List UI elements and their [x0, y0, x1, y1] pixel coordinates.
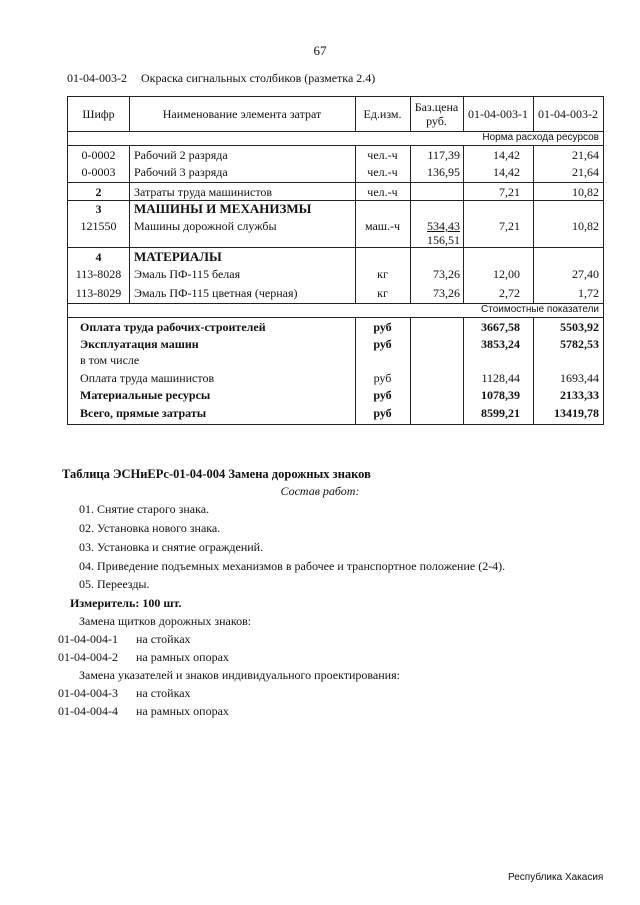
- row-price: 117,39: [427, 148, 460, 162]
- header-price-line1: Баз.цена: [414, 100, 459, 114]
- row-name: Рабочий 3 разряда: [134, 165, 228, 179]
- section-title: МАШИНЫ И МЕХАНИЗМЫ: [134, 201, 312, 216]
- total-name: Оплата труда машинистов: [80, 371, 215, 385]
- work-item: 03. Установка и снятие ограждений.: [79, 540, 264, 554]
- work-item: 01. Снятие старого знака.: [79, 502, 210, 516]
- row-price: 73,26: [433, 267, 460, 281]
- total-value-1: 1078,39: [481, 388, 520, 402]
- row-code: 0-0003: [81, 165, 116, 179]
- item-code: 01-04-004-3: [58, 686, 118, 700]
- total-name: Всего, прямые затраты: [80, 406, 207, 420]
- item-code: 01-04-004-2: [58, 650, 118, 664]
- item-text: на стойках: [136, 632, 191, 646]
- row-value-1: 12,00: [493, 267, 520, 281]
- row-value-2: 21,64: [572, 165, 599, 179]
- item-code: 01-04-004-1: [58, 632, 118, 646]
- row-name: Эмаль ПФ-115 белая: [134, 267, 241, 281]
- item-text: на рамных опорах: [136, 650, 229, 664]
- row-value-1: 14,42: [493, 165, 520, 179]
- item-code: 01-04-004-4: [58, 704, 118, 718]
- header-price-line2: руб.: [426, 114, 447, 128]
- section-title: МАТЕРИАЛЫ: [134, 249, 222, 264]
- header-unit: Ед.изм.: [363, 107, 402, 121]
- item-text: на рамных опорах: [136, 704, 229, 718]
- header-name: Наименование элемента затрат: [162, 107, 322, 121]
- total-value-2: 1693,44: [560, 371, 599, 385]
- group-title: Замена щитков дорожных знаков:: [79, 614, 252, 628]
- total-name: Оплата труда рабочих-строителей: [80, 320, 266, 334]
- row-code: 113-8029: [75, 286, 122, 300]
- row-name: Машины дорожной службы: [134, 219, 277, 233]
- row-value-1: 7,21: [499, 219, 520, 233]
- total-unit: руб: [373, 320, 392, 334]
- meter-label: Измеритель: 100 шт.: [70, 596, 182, 610]
- total-value-1: 3667,58: [481, 320, 520, 334]
- row-value-2: 21,64: [572, 148, 599, 162]
- total-value-1: 3853,24: [481, 337, 520, 351]
- works-title: Состав работ:: [280, 484, 360, 498]
- row-value-2: 1,72: [578, 286, 599, 300]
- work-item: 05. Переезды.: [79, 577, 150, 591]
- row-name: Эмаль ПФ-115 цветная (черная): [134, 286, 298, 300]
- section-number: 4: [95, 250, 102, 264]
- header-col2: 01-04-003-2: [538, 107, 598, 121]
- header-col1: 01-04-003-1: [468, 107, 528, 121]
- section-number: 3: [95, 202, 102, 216]
- row-price: 136,95: [427, 165, 460, 179]
- row-price-secondary: 156,51: [427, 233, 460, 247]
- row-name: Рабочий 2 разряда: [134, 148, 228, 162]
- total-unit: руб: [373, 371, 392, 385]
- total-value-1: 1128,44: [481, 371, 520, 385]
- row-unit: чел.-ч: [367, 165, 398, 179]
- total-value-1: 8599,21: [481, 406, 520, 420]
- work-item: 02. Установка нового знака.: [79, 521, 221, 535]
- row-unit: кг: [377, 267, 388, 281]
- row-code: 0-0002: [81, 148, 116, 162]
- subtitle-code: 01-04-003-2: [67, 71, 127, 85]
- total-unit: руб: [373, 337, 392, 351]
- row-value-2: 10,82: [572, 185, 599, 199]
- cost-label: Стоимостные показатели: [481, 304, 599, 315]
- total-value-2: 5782,53: [560, 337, 599, 351]
- total-name: Материальные ресурсы: [80, 388, 211, 402]
- total-value-2: 2133,33: [560, 388, 599, 402]
- row-value-1: 14,42: [493, 148, 520, 162]
- resource-table: [67, 96, 604, 425]
- subtitle-title: Окраска сигнальных столбиков (разметка 2.4): [141, 71, 376, 85]
- row-unit: кг: [377, 286, 388, 300]
- page-number: 67: [313, 43, 327, 58]
- row-value-2: 27,40: [572, 267, 599, 281]
- total-value-2: 13419,78: [554, 406, 599, 420]
- group-title: Замена указателей и знаков индивидуального проектирования:: [79, 668, 400, 682]
- work-item: 04. Приведение подъемных механизмов в рабочее и транспортное положение (2-4).: [79, 559, 506, 573]
- row-unit: чел.-ч: [367, 185, 398, 199]
- norm-label: Норма расхода ресурсов: [482, 132, 599, 143]
- row-code: 2: [95, 185, 102, 199]
- item-text: на стойках: [136, 686, 191, 700]
- footer-region: Республика Хакасия: [508, 872, 604, 883]
- row-value-1: 2,72: [499, 286, 520, 300]
- row-unit: маш.-ч: [364, 219, 401, 233]
- total-name: в том числе: [80, 353, 140, 367]
- row-price: 73,26: [433, 286, 460, 300]
- row-value-1: 7,21: [499, 185, 520, 199]
- total-unit: руб: [373, 388, 392, 402]
- total-value-2: 5503,92: [560, 320, 599, 334]
- row-name: Затраты труда машинистов: [134, 185, 273, 199]
- row-unit: чел.-ч: [367, 148, 398, 162]
- header-code: Шифр: [82, 107, 115, 121]
- row-price: 534,43: [427, 219, 460, 233]
- total-unit: руб: [373, 406, 392, 420]
- total-name: Эксплуатация машин: [80, 337, 199, 351]
- row-code: 113-8028: [75, 267, 122, 281]
- section-title: Таблица ЭСНиЕРс-01-04-004 Замена дорожных знаков: [62, 467, 371, 481]
- row-value-2: 10,82: [572, 219, 599, 233]
- row-code: 121550: [80, 219, 117, 233]
